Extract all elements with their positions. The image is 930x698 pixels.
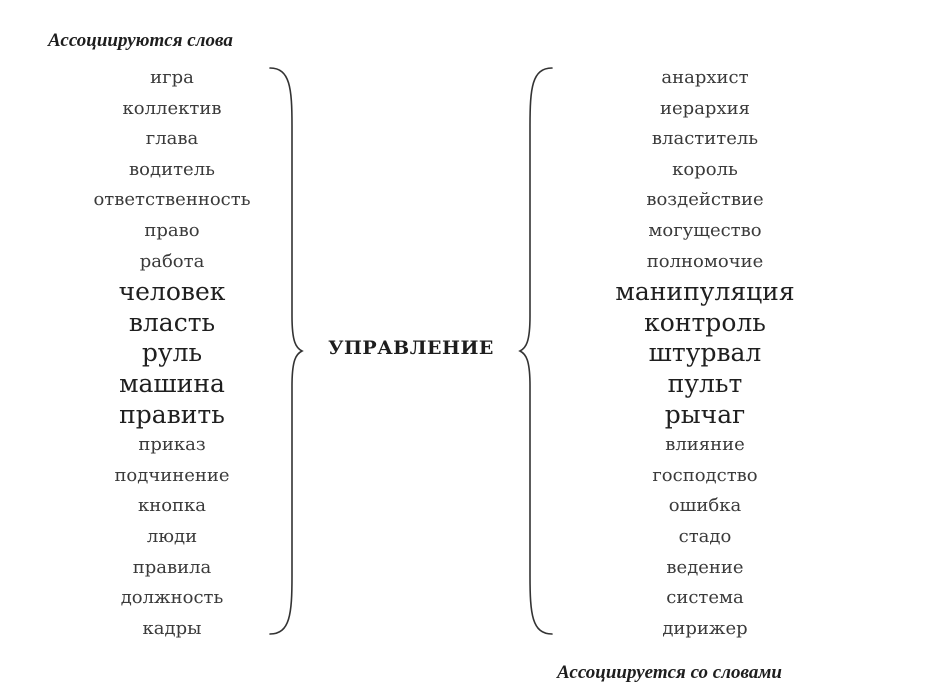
- left-word-column: [72, 63, 272, 644]
- right-word: контроль: [644, 307, 766, 337]
- right-word: пульт: [667, 368, 743, 398]
- right-word: анархист: [661, 67, 749, 88]
- left-word: коллектив: [122, 97, 222, 119]
- right-word: король: [672, 158, 738, 180]
- right-caption: Ассоциируется со словами: [557, 662, 782, 683]
- right-word: могущество: [648, 219, 762, 241]
- left-word: человек: [118, 277, 226, 307]
- right-word: стадо: [678, 525, 732, 547]
- right-word: господство: [652, 464, 758, 486]
- right-word: полномочие: [646, 250, 764, 272]
- left-word: ответственность: [93, 189, 251, 211]
- right-word: влияние: [665, 434, 745, 456]
- right-word-column: [600, 63, 810, 644]
- left-word: должность: [120, 587, 224, 609]
- left-word: подчинение: [114, 464, 230, 486]
- left-word: люди: [146, 525, 198, 547]
- left-word: игра: [150, 67, 194, 88]
- right-word: властитель: [651, 128, 759, 150]
- right-word: иерархия: [660, 97, 750, 119]
- left-word: работа: [139, 250, 205, 272]
- right-word: манипуляция: [615, 277, 795, 307]
- left-word: править: [119, 399, 225, 429]
- left-word: кадры: [142, 617, 202, 639]
- left-word: право: [144, 219, 200, 241]
- right-word: система: [666, 587, 744, 609]
- right-word: штурвал: [648, 338, 762, 368]
- left-word: водитель: [129, 158, 215, 180]
- left-word: кнопка: [137, 495, 207, 517]
- right-word: ошибка: [668, 495, 742, 517]
- left-caption: Ассоциируются слова: [48, 30, 233, 51]
- right-word: рычаг: [664, 399, 746, 429]
- left-word: власть: [128, 307, 216, 337]
- right-word: дирижер: [662, 617, 748, 639]
- left-word: приказ: [138, 434, 206, 456]
- left-word: правила: [132, 556, 212, 578]
- left-brace-icon: [518, 66, 558, 636]
- right-word: воздействие: [646, 189, 764, 211]
- center-word: УПРАВЛЕНИЕ: [328, 337, 494, 359]
- right-word: ведение: [666, 556, 744, 578]
- left-word: глава: [145, 128, 199, 150]
- left-word: руль: [141, 338, 203, 368]
- right-brace-icon: [268, 66, 308, 636]
- left-word: машина: [119, 368, 225, 398]
